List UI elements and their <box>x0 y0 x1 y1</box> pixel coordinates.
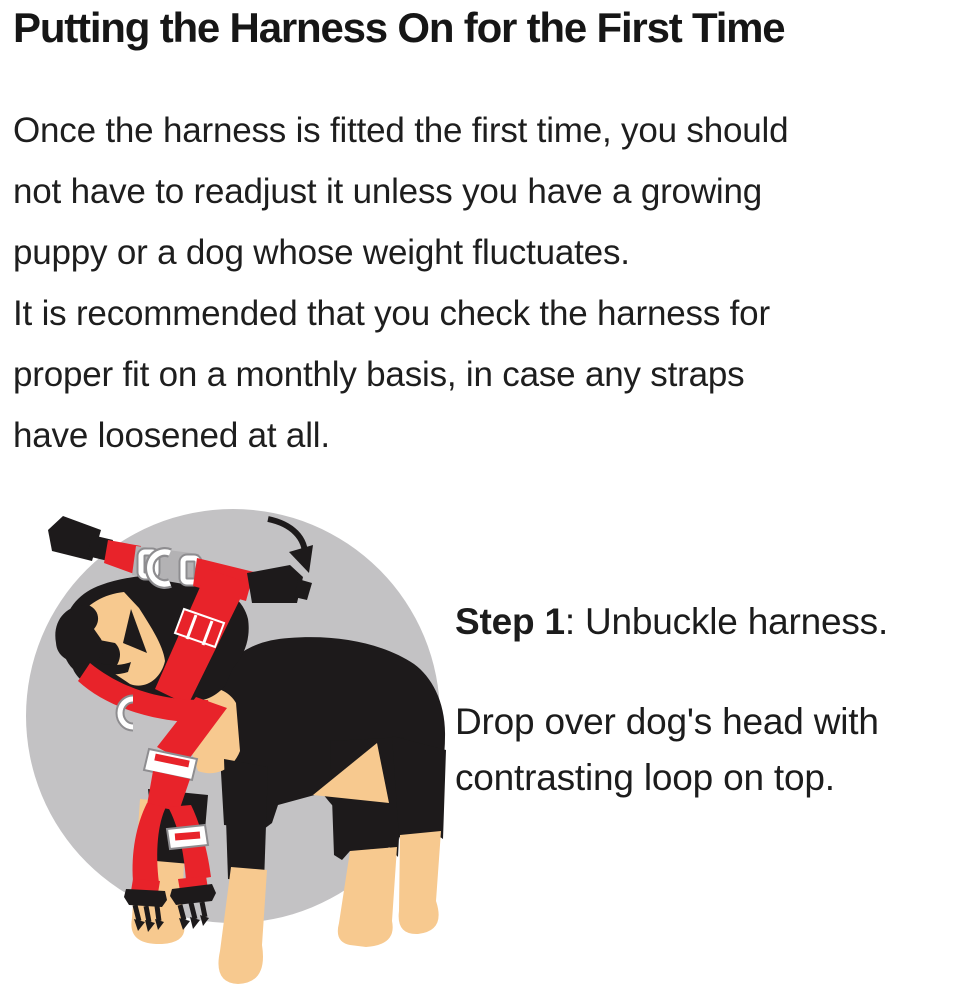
step-detail-line: Drop over dog's head with <box>455 701 879 742</box>
paragraph-line: have loosened at all. <box>13 416 330 455</box>
step-title <box>455 601 888 643</box>
paragraph-line: puppy or a dog whose weight fluctuates. <box>13 233 630 272</box>
dog-near-rear-leg-upper <box>392 736 446 844</box>
paragraph-line: Once the harness is fitted the first time, you should <box>13 111 789 150</box>
left-buckle-clip <box>48 516 113 561</box>
belly-strap-adjuster <box>167 825 208 849</box>
step-instruction: : Unbuckle harness. <box>564 601 889 642</box>
paragraph-line: It is recommended that you check the harness for <box>13 294 770 333</box>
dog-near-rear-leg-lower <box>399 831 441 934</box>
paragraph-line: proper fit on a monthly basis, in case any straps <box>13 355 745 394</box>
harness-illustration <box>0 493 480 993</box>
intro-paragraph <box>13 100 788 466</box>
step-number: Step 1 <box>455 601 565 642</box>
step-detail-line: contrasting loop on top. <box>455 757 835 798</box>
dog-near-front-leg-upper <box>224 759 268 883</box>
paragraph-line: not have to readjust it unless you have a growing <box>13 172 763 211</box>
page-title: Putting the Harness On for the First Time <box>13 4 785 51</box>
